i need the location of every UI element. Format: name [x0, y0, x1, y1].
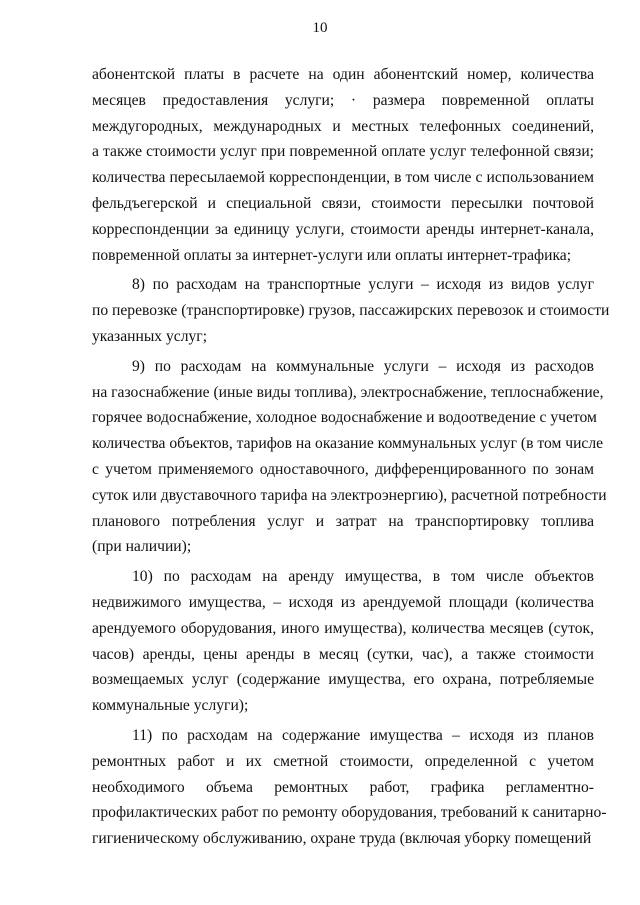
text-line: ремонтных работ и их сметной стоимости, определенной с учетом	[92, 752, 594, 770]
text-line: возмещаемых услуг (содержание имущества, его охрана, потребляемые	[92, 671, 594, 689]
text-line: по перевозке (транспортировке) грузов, пассажирских перевозок и стоимости	[92, 302, 610, 320]
text-line: месяцев предоставления услуги; · размера повременной оплаты	[92, 91, 594, 109]
text-line: корреспонденции за единицу услуги, стоимости аренды интернет-канала,	[92, 220, 594, 238]
text-line: повременной оплаты за интернет-услуги или оплаты интернет-трафика;	[92, 246, 572, 264]
text-line: часов) аренды, цены аренды в месяц (сутки, час), а также стоимости	[92, 645, 594, 663]
text-line: на газоснабжение (иные виды топлива), электроснабжение, теплоснабжение,	[92, 383, 604, 401]
text-line: 11) по расходам на содержание имущества – исходя из планов	[132, 726, 594, 744]
text-line: необходимого объема ремонтных работ, графика регламентно-	[92, 778, 594, 796]
page-number: 10	[312, 20, 328, 36]
text-line: количества пересылаемой корреспонденции, в том числе с использованием	[92, 169, 594, 187]
text-line: планового потребления услуг и затрат на транспортировку топлива	[92, 512, 594, 530]
paragraph	[92, 564, 594, 719]
text-line: профилактических работ по ремонту оборудования, требований к санитарно-	[92, 804, 607, 822]
text-line: коммунальные услуги);	[92, 697, 249, 715]
text-line: гигиеническому обслуживанию, охране труда (включая уборку помещений	[92, 830, 592, 848]
text-line: количества объектов, тарифов на оказание коммунальных услуг (в том числе	[92, 435, 604, 453]
text-line: недвижимого имущества, – исходя из арендуемой площади (количества	[92, 593, 594, 611]
text-line: 10) по расходам на аренду имущества, в том числе объектов	[132, 568, 594, 586]
text-line: абонентской платы в расчете на один абонентский номер, количества	[92, 66, 594, 83]
paragraph	[92, 62, 594, 268]
text-line: междугородных, международных и местных телефонных соединений,	[92, 117, 594, 135]
paragraph	[92, 723, 607, 852]
text-line: горячее водоснабжение, холодное водоснабжение и водоотведение с учетом	[92, 409, 597, 427]
text-line: 8) по расходам на транспортные услуги – исходя из видов услуг	[132, 276, 594, 294]
text-line: указанных услуг;	[92, 327, 208, 345]
paragraph	[92, 272, 610, 349]
text-line: суток или двуставочного тарифа на электроэнергию), расчетной потребности	[92, 486, 607, 504]
paragraph	[92, 354, 607, 560]
text-line: а также стоимости услуг при повременной оплате услуг телефонной связи;	[92, 143, 594, 161]
text-line: с учетом применяемого одноставочного, дифференцированного по зонам	[92, 460, 594, 478]
text-line: (при наличии);	[92, 538, 192, 556]
document-body	[92, 62, 610, 852]
text-line: арендуемого оборудования, иного имущества), количества месяцев (суток,	[92, 619, 594, 637]
text-line: 9) по расходам на коммунальные услуги – исходя из расходов	[132, 357, 594, 375]
text-line: фельдъегерской и специальной связи, стоимости пересылки почтовой	[92, 194, 594, 212]
